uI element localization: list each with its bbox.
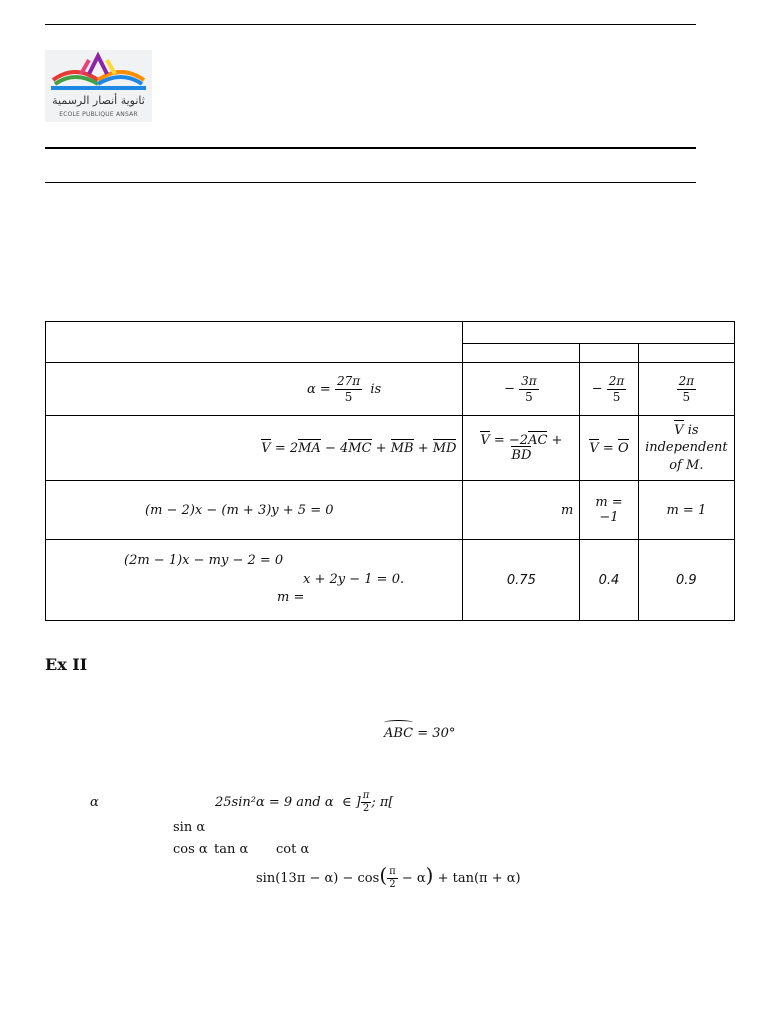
answer-b: m = −1 bbox=[580, 481, 638, 540]
answer-c: m = 1 bbox=[638, 481, 734, 540]
question-cell bbox=[46, 540, 463, 621]
answer-a: 0.75 bbox=[463, 540, 580, 621]
answer-c: V is independent of M. bbox=[638, 416, 734, 481]
answer-b: V = O bbox=[580, 416, 638, 481]
alpha-label: α bbox=[90, 795, 99, 810]
mcq-table bbox=[45, 321, 735, 621]
table-row bbox=[46, 481, 735, 540]
answer-b: 0.4 bbox=[580, 540, 638, 621]
header-rule-thick bbox=[45, 147, 696, 149]
condition: 25sin²α = 9 and α ∈ ] $\frac{\pi}{2}$ ; π[ bbox=[215, 790, 394, 814]
header-b bbox=[580, 344, 638, 363]
question-cell: (m − 2)x − (m + 3)y + 5 = 0 bbox=[46, 481, 463, 540]
table-row bbox=[46, 416, 735, 481]
book-icon bbox=[45, 50, 152, 94]
question-line-2: x + 2y − 1 = 0. bbox=[303, 571, 405, 587]
answer-a: m bbox=[463, 481, 580, 540]
table-header-question bbox=[46, 322, 463, 363]
question-cell: α = $\frac{27\pi}{5}$ is bbox=[46, 363, 463, 416]
header-a bbox=[463, 344, 580, 363]
top-rule bbox=[45, 24, 696, 25]
question-line-1: (2m − 1)x − my − 2 = 0 bbox=[124, 552, 284, 568]
angle-statement: ABC = 30° bbox=[384, 726, 455, 741]
answer-a: − $\frac{3\pi}{5}$ bbox=[463, 363, 580, 416]
answer-c: 0.9 bbox=[638, 540, 734, 621]
header-c bbox=[638, 344, 734, 363]
cot-label: cot α bbox=[276, 842, 310, 857]
tan-label: tan α bbox=[214, 842, 249, 857]
logo-french-text: ECOLE PUBLIQUE ANSAR bbox=[59, 111, 138, 118]
answer-a: V = −2AC + BD bbox=[463, 416, 580, 481]
answer-c: $\frac{2\pi}{5}$ bbox=[638, 363, 734, 416]
expression: sin(13π − α) − cos( $\frac{\pi}{2}$ − α) + tan(π + α) bbox=[256, 863, 521, 890]
question-cell: V = 2MA − 4MC + MB + MD bbox=[46, 416, 463, 481]
answer-b: − $\frac{2\pi}{5}$ bbox=[580, 363, 638, 416]
question-line-3: m = bbox=[277, 590, 305, 606]
logo-arabic-text: ثانوية أنصار الرسمية bbox=[52, 94, 145, 107]
sin-label: sin α bbox=[173, 820, 206, 835]
school-logo bbox=[45, 50, 152, 122]
table-row bbox=[46, 363, 735, 416]
exercise-title: Ex II bbox=[45, 655, 88, 674]
header-rule-thin bbox=[45, 182, 696, 183]
cos-label: cos α bbox=[173, 842, 208, 857]
table-row bbox=[46, 540, 735, 621]
table-header-answers bbox=[463, 322, 735, 344]
